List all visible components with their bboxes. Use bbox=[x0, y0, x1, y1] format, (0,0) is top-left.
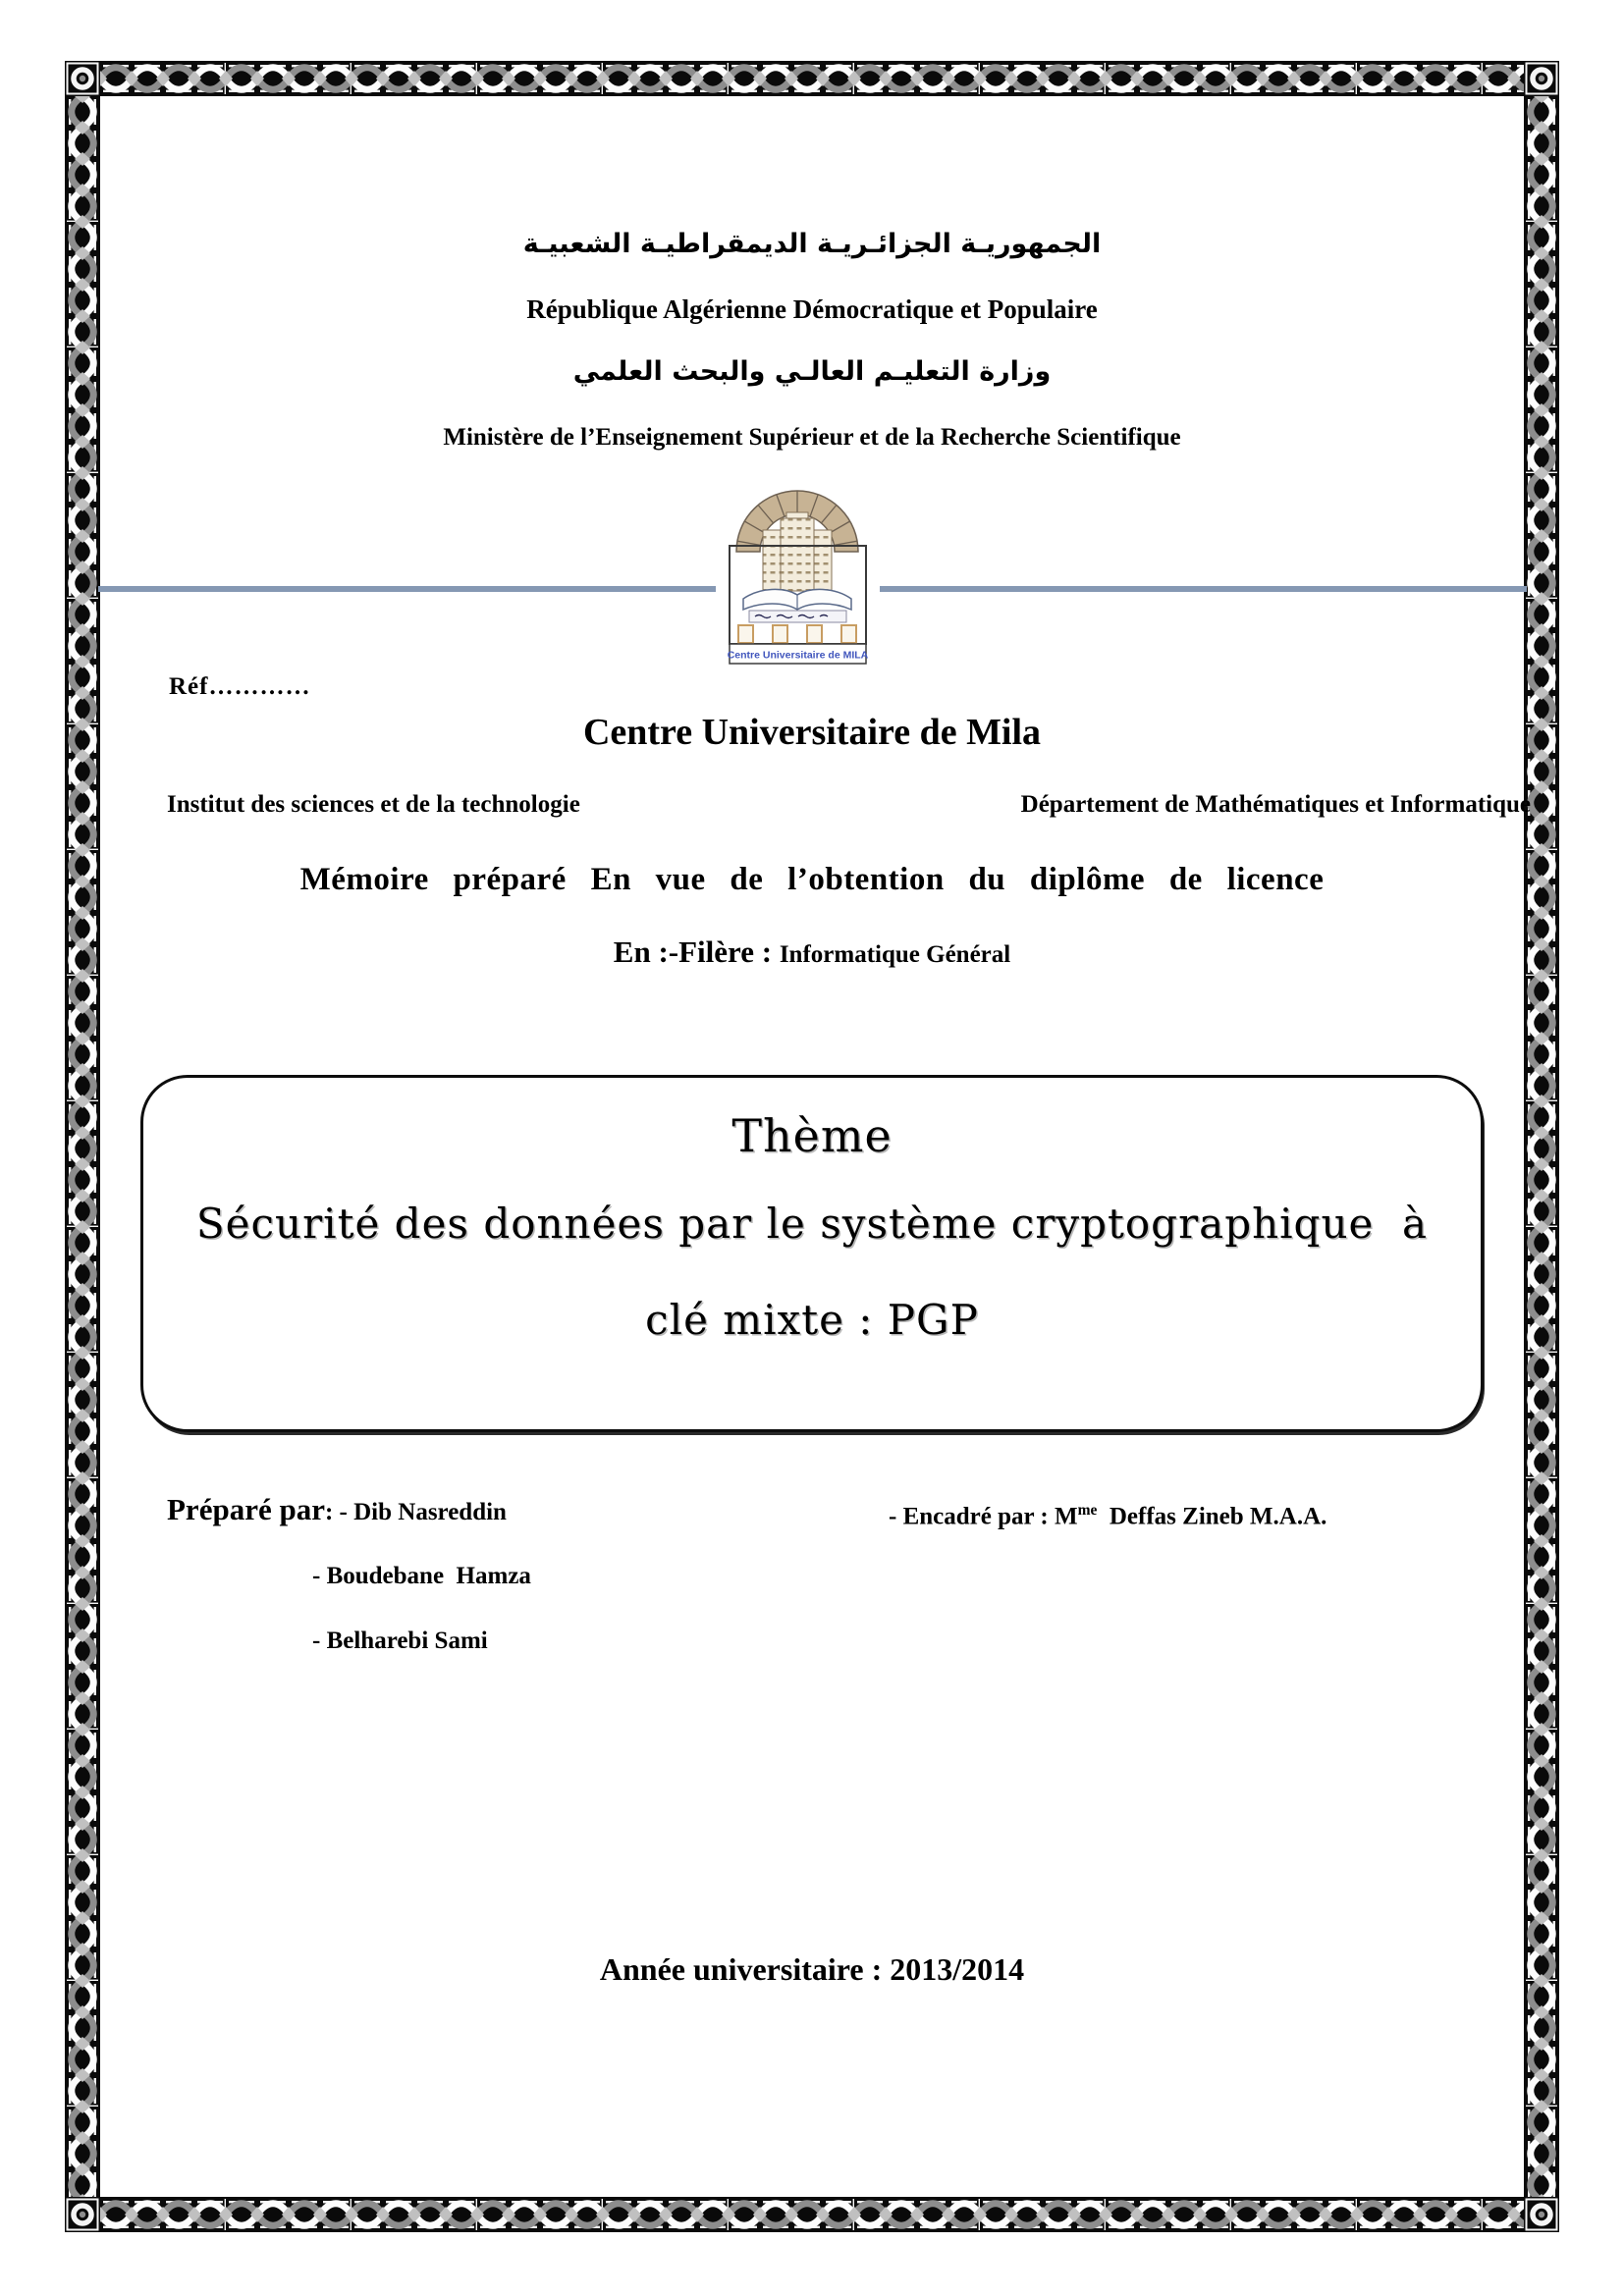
filiere-value-text: Informatique Général bbox=[779, 941, 1011, 968]
filiere-line bbox=[0, 934, 1624, 970]
filiere-value bbox=[780, 941, 1010, 968]
theme-title-line1: Sécurité des données par le système cryptographique à bbox=[195, 1200, 1429, 1248]
memoire-line: Mémoire préparé En vue de l’obtention du diplôme de licence bbox=[299, 862, 1325, 897]
theme-heading: Thème bbox=[731, 1109, 893, 1162]
academic-year: Année universitaire : 2013/2014 bbox=[599, 1951, 1025, 1987]
university-logo bbox=[716, 489, 880, 667]
border-corner-top-right bbox=[1524, 61, 1559, 96]
logo-banner bbox=[749, 611, 846, 622]
filiere-label: En :-Filère : bbox=[613, 934, 773, 969]
prepared-by-line bbox=[167, 1492, 507, 1527]
university-name: Centre Universitaire de Mila bbox=[582, 712, 1042, 753]
french-republic-heading: République Algérienne Démocratique et Populaire bbox=[526, 294, 1098, 324]
supervisor-line bbox=[889, 1502, 1326, 1530]
logo-caption-text: Centre Universitaire de MILA bbox=[727, 649, 869, 662]
author-2: - Boudebane Hamza bbox=[312, 1563, 531, 1589]
border-corner-bottom-left bbox=[65, 2197, 100, 2232]
prepared-by-separator: : bbox=[324, 1499, 340, 1525]
reference-label: Réf………… bbox=[169, 673, 311, 700]
supervisor-prefix: - Encadré par : M bbox=[889, 1503, 1078, 1530]
author-1: - Dib Nasreddin bbox=[339, 1499, 507, 1525]
border-corner-top-left bbox=[65, 61, 100, 96]
theme-title-line2: clé mixte : PGP bbox=[645, 1296, 979, 1344]
french-ministry-heading: Ministère de l’Enseignement Supérieur et de la Recherche Scientifique bbox=[443, 424, 1181, 451]
supervisor-name: Deffas Zineb M.A.A. bbox=[1097, 1503, 1327, 1530]
institute-department-row bbox=[167, 791, 1531, 819]
arabic-ministry-heading: وزارة التعليـم العالـي والبحث العلمي bbox=[572, 356, 1052, 387]
supervisor-superscript: me bbox=[1077, 1502, 1098, 1519]
border-corner-bottom-right bbox=[1524, 2197, 1559, 2232]
page-border-top bbox=[100, 61, 1524, 96]
institute-name: Institut des sciences et de la technologie bbox=[167, 791, 580, 818]
prepared-by-label: Préparé par bbox=[167, 1492, 325, 1526]
department-name: Département de Mathématiques et Informatique bbox=[1020, 791, 1531, 818]
author-3: - Belharebi Sami bbox=[312, 1628, 488, 1654]
arabic-republic-heading: الجمهوريـة الجزائـريـة الديمقراطيـة الشعبيـة bbox=[522, 229, 1102, 259]
page-border-bottom bbox=[100, 2197, 1524, 2232]
